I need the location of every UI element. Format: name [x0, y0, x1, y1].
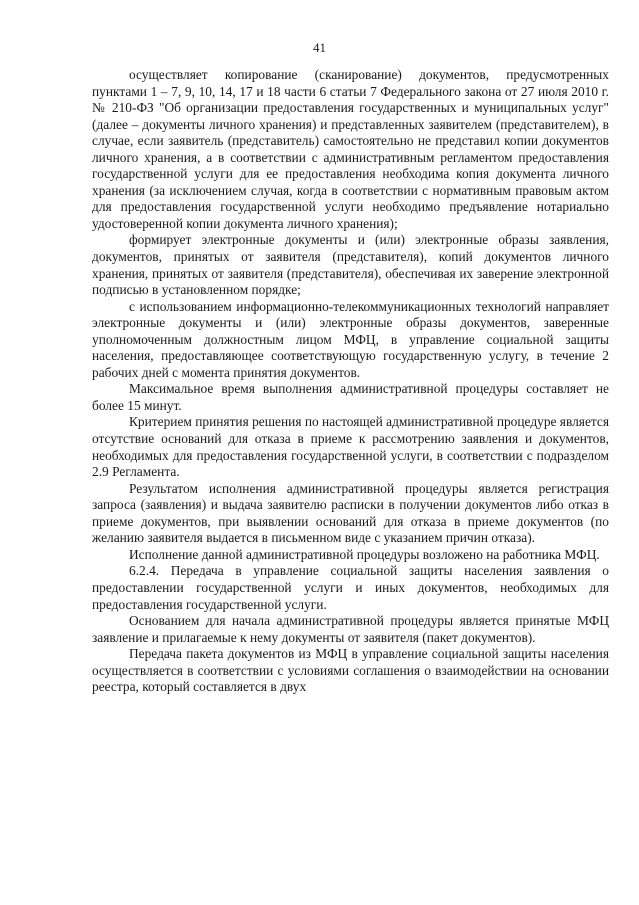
paragraph-package-transfer: Передача пакета документов из МФЦ в управление социальной защиты населения осуществляется в соответствии с условиями соглашения о взаимодействии на основании реестра, который составляется в двух: [92, 646, 609, 695]
paragraph-decision-criterion: Критерием принятия решения по настоящей административной процедуре является отсутствие оснований для отказа в приеме к рассмотрению заявления и документов, необходимых для предоставления государственной услуги, в соответствии с подразделом 2.9 Регламента.: [92, 414, 610, 480]
paragraph-copying-documents: осуществляет копирование (сканирование) документов, предусмотренных пунктами 1 – 7, 9, 10, 14, 17 и 18 части 6 статьи 7 Федерального закона от 27 июля 2010 г. № 210-ФЗ "Об организации предоставления государственных и муниципальных услуг" (далее – документы личного хранения) и представленных заявителем (представителем), в случае, если заявитель (представитель) самостоятельно не представил копии документов личного хранения, а в соответствии с административным регламентом предоставления государственной услуги для ее предоставления необходима копия документа личного хранения (за исключением случая, когда в соответствии с нормативным правовым актом для предоставления государственной услуги необходимо предъявление нотариально удостоверенной копии документа личного хранения);: [92, 67, 609, 231]
paragraph-grounds-for-start: Основанием для начала административной процедуры является принятые МФЦ заявление и прилагаемые к нему документы от заявителя (пакет документов).: [92, 613, 609, 645]
paragraph-section-6-2-4: 6.2.4. Передача в управление социальной защиты населения заявления о предоставлении государственной услуги и иных документов, необходимых для предоставления государственной услуги.: [92, 563, 609, 612]
paragraph-sends-electronic-documents: с использованием информационно-телекоммуникационных технологий направляет электронные документы и (или) электронные образы документов, заверенные уполномоченным должностным лицом МФЦ, в управление социальной защиты населения, предоставляющее соответствующую государственную услугу, в течение 2 рабочих дней с момента принятия документов.: [92, 298, 609, 380]
paragraph-forms-electronic-documents: формирует электронные документы и (или) электронные образы заявления, документов, принятых от заявителя (представителя), копий документов личного хранения, принятых от заявителя (представителя), обеспечивая их заверение электронной подписью в установленном порядке;: [92, 232, 609, 298]
paragraph-procedure-result: Результатом исполнения административной процедуры является регистрация запроса (заявления) и выдача заявителю расписки в получении документов либо отказ в приеме документов, при выявлении оснований для отказа в приеме документов (по желанию заявителя выдается в письменном виде с указанием причин отказа).: [92, 480, 609, 546]
paragraph-responsible-executor: Исполнение данной административной процедуры возложено на работника МФЦ.: [129, 546, 600, 562]
page-number: 41: [313, 40, 326, 55]
document-body: [92, 67, 609, 696]
paragraph-max-execution-time: Максимальное время выполнения административной процедуры составляет не более 15 минут.: [92, 381, 609, 413]
